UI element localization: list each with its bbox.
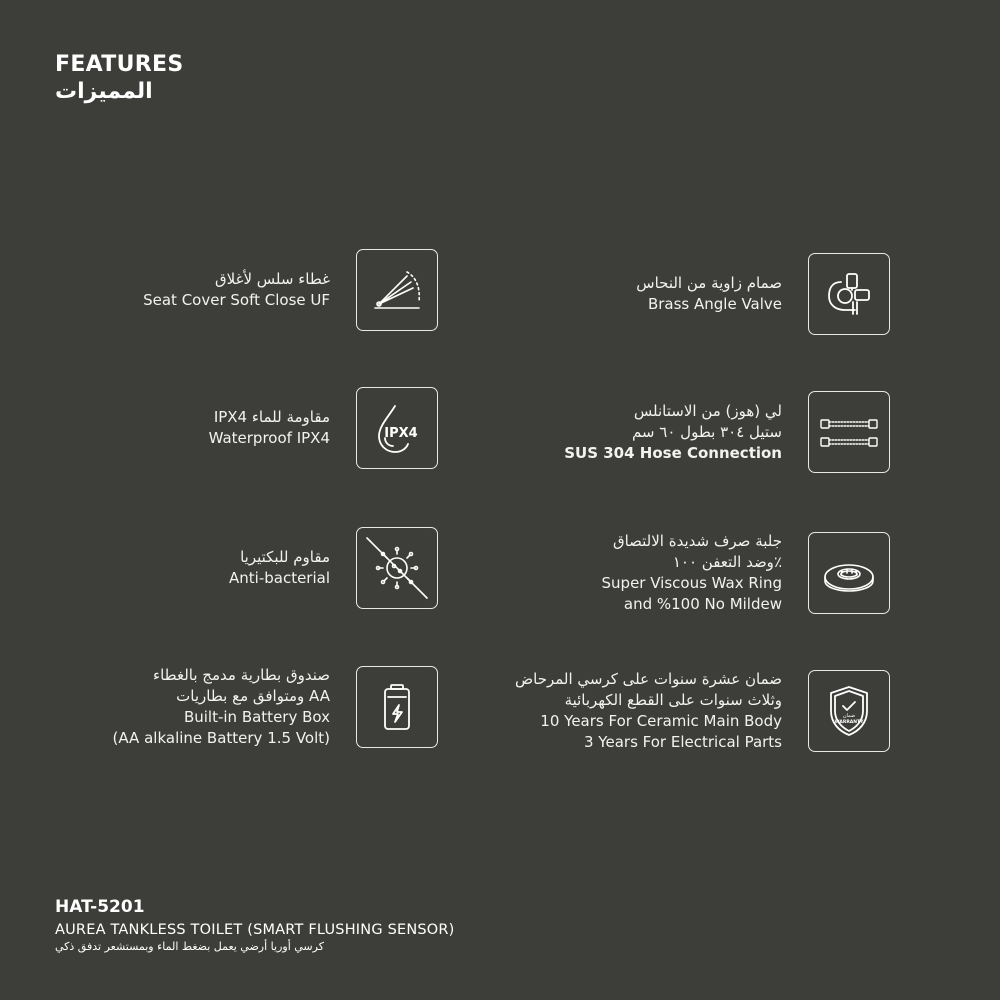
feature-line-en: Waterproof IPX4 xyxy=(208,429,330,447)
ipx4-label: IPX4 xyxy=(384,426,418,441)
feature-waterproof xyxy=(209,387,438,469)
feature-line-ar: غطاء سلس لأغلاق xyxy=(215,270,330,288)
feature-wax-ring xyxy=(602,531,890,615)
page-header xyxy=(55,52,183,104)
anti-bacterial-icon xyxy=(356,527,438,609)
feature-line-ar: وثلاث سنوات على القطع الكهربائية xyxy=(564,691,782,709)
product-name-en: AUREA TANKLESS TOILET (SMART FLUSHING SENSOR) xyxy=(55,922,455,938)
feature-text xyxy=(143,269,330,311)
feature-seat-cover xyxy=(143,249,438,331)
feature-line-ar: IPX4 مقاومة للماء xyxy=(213,408,330,426)
feature-text xyxy=(564,401,782,464)
feature-line-en: 10 Years For Ceramic Main Body xyxy=(540,712,782,730)
hose-icon xyxy=(808,391,890,473)
feature-line-en: Built-in Battery Box xyxy=(183,708,330,726)
feature-line-en: 3 Years For Electrical Parts xyxy=(584,733,782,751)
feature-line-en: Super Viscous Wax Ring xyxy=(601,574,782,592)
feature-text xyxy=(515,669,782,753)
warranty-label: WARRANTY xyxy=(834,720,864,725)
page-title-ar: المميزات xyxy=(55,79,153,104)
wax-ring-icon xyxy=(808,532,890,614)
feature-line-ar: ومتوافق مع بطاريات AA xyxy=(176,687,330,705)
feature-line-en: SUS 304 Hose Connection xyxy=(564,443,782,462)
angle-valve-icon xyxy=(808,253,890,335)
feature-text xyxy=(636,273,782,315)
product-footer xyxy=(55,897,455,953)
model-number: HAT-5201 xyxy=(55,897,145,917)
warranty-shield-icon xyxy=(808,670,890,752)
battery-icon xyxy=(356,666,438,748)
feature-line-ar: ستيل ٣٠٤ بطول ٦٠ سم xyxy=(631,422,782,441)
waterproof-icon xyxy=(356,387,438,469)
warranty-label-ar: ضمان xyxy=(842,713,856,719)
feature-line-en: Brass Angle Valve xyxy=(647,295,782,313)
feature-line-ar: صندوق بطارية مدمج بالغطاء xyxy=(153,666,330,684)
feature-line-en: (AA alkaline Battery 1.5 Volt) xyxy=(112,729,330,747)
feature-angle-valve xyxy=(636,253,890,335)
feature-line-ar: ضمان عشرة سنوات على كرسي المرحاض xyxy=(514,670,782,688)
feature-anti-bacterial xyxy=(229,527,438,609)
product-name-ar: كرسي أوريا أرضي يعمل بضغط الماء وبمستشعر تدفق ذكي xyxy=(55,940,324,953)
feature-line-ar: جلبة صرف شديدة الالتصاق xyxy=(612,532,782,550)
feature-warranty xyxy=(515,669,890,753)
feature-line-en: Seat Cover Soft Close UF xyxy=(143,291,330,309)
feature-line-en: and %100 No Mildew xyxy=(623,595,782,613)
feature-line-ar: مقاوم للبكتيريا xyxy=(240,548,330,566)
feature-line-en: Anti-bacterial xyxy=(229,569,330,587)
feature-line-ar: وضد التعفن ١٠٠٪ xyxy=(672,553,782,571)
feature-line-ar: لي (هوز) من الاستانلس xyxy=(633,401,782,420)
feature-text xyxy=(209,407,330,449)
seat-cover-icon xyxy=(356,249,438,331)
feature-battery-box xyxy=(113,665,438,749)
feature-text xyxy=(113,665,330,749)
feature-line-ar: صمام زاوية من النحاس xyxy=(636,274,782,292)
feature-text xyxy=(229,547,330,589)
feature-text xyxy=(602,531,782,615)
page-title-en: FEATURES xyxy=(55,52,184,77)
feature-hose-connection xyxy=(564,391,890,473)
